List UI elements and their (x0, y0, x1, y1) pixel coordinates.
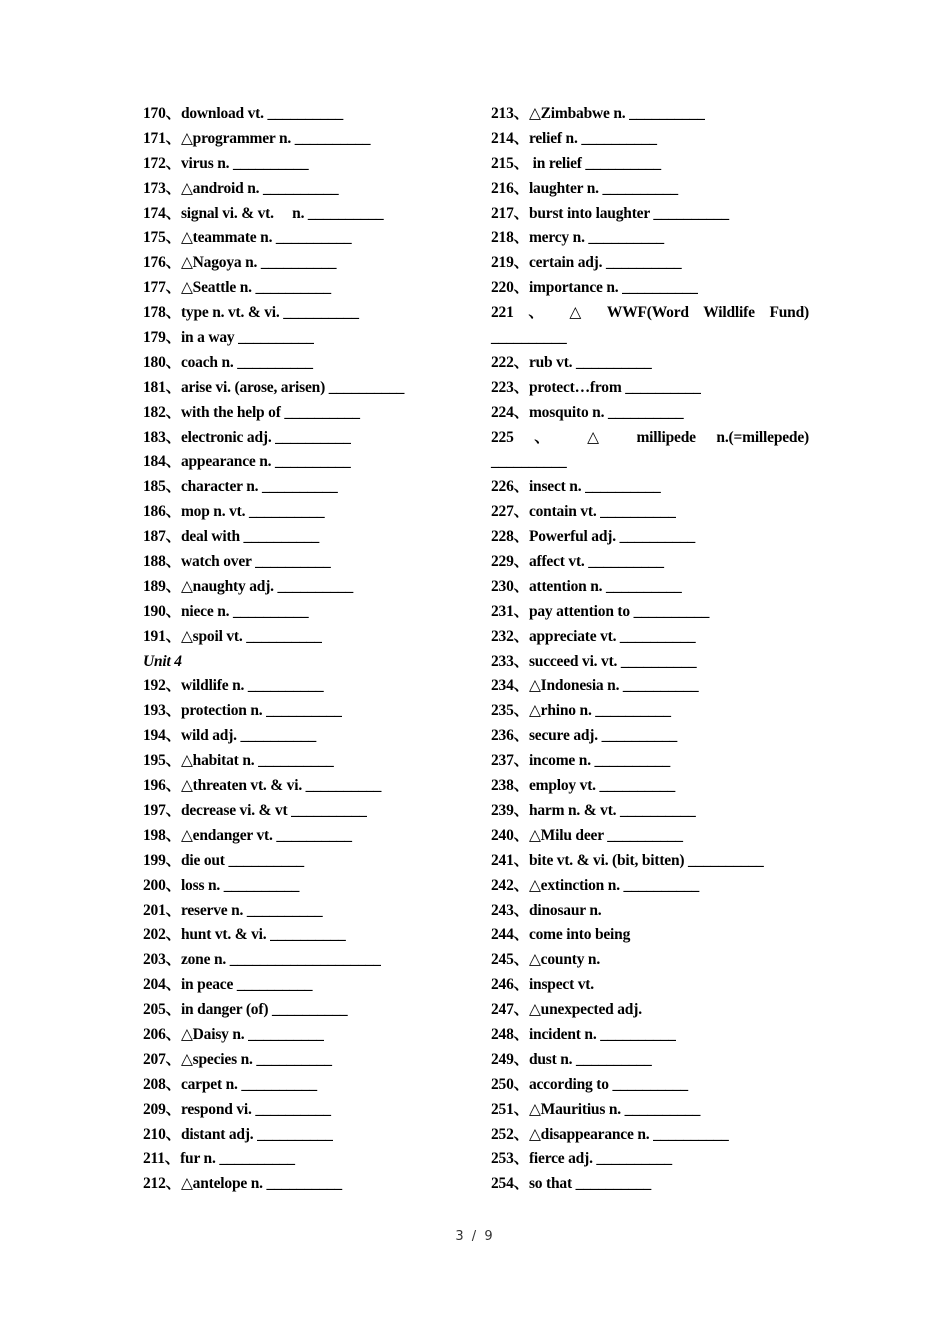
vocab-line-continuation: __________ (491, 329, 567, 347)
vocab-line: 233、succeed vi. vt. __________ (491, 652, 697, 670)
vocab-line: 224、mosquito n. __________ (491, 403, 684, 421)
vocab-line: 193、protection n. __________ (143, 702, 342, 720)
vocab-line: 232、appreciate vt. __________ (491, 627, 696, 645)
vocab-line: 198、△endanger vt. __________ (143, 826, 352, 844)
vocab-line: 174、signal vi. & vt. n. __________ (143, 204, 384, 222)
vocab-line-continuation: __________ (491, 453, 567, 471)
vocab-line: 222、rub vt. __________ (491, 353, 652, 371)
vocab-line: 227、contain vt. __________ (491, 503, 676, 521)
vocab-line: 181、arise vi. (arose, arisen) __________ (143, 378, 405, 396)
vocab-line: 234、△Indonesia n. __________ (491, 677, 699, 695)
vocab-line: 172、virus n. __________ (143, 154, 309, 172)
vocab-line: 190、niece n. __________ (143, 602, 309, 620)
vocab-line: 191、△spoil vt. __________ (143, 627, 322, 645)
vocab-line: 243、dinosaur n. (491, 901, 602, 919)
vocab-line: 206、△Daisy n. __________ (143, 1025, 324, 1043)
vocab-line: 229、affect vt. __________ (491, 553, 664, 571)
vocab-line: 205、in danger (of) __________ (143, 1001, 348, 1019)
vocab-line: 175、△teammate n. __________ (143, 229, 352, 247)
vocab-line: 180、coach n. __________ (143, 353, 313, 371)
vocab-line: 249、dust n. __________ (491, 1050, 652, 1068)
vocab-line: 179、in a way __________ (143, 329, 314, 347)
vocab-line: 178、type n. vt. & vi. __________ (143, 304, 359, 322)
vocab-line: 192、wildlife n. __________ (143, 677, 324, 695)
right-vocabulary-column (491, 102, 809, 1197)
vocab-line: 250、according to __________ (491, 1075, 688, 1093)
vocab-line: 230、attention n. __________ (491, 577, 682, 595)
vocab-line: 183、electronic adj. __________ (143, 428, 351, 446)
vocab-line: 210、distant adj. __________ (143, 1125, 333, 1143)
vocab-line: 238、employ vt. __________ (491, 777, 676, 795)
vocab-line: 213、△Zimbabwe n. __________ (491, 105, 705, 122)
vocab-line: 247、△unexpected adj. (491, 1001, 642, 1019)
vocab-line: 246、inspect vt. (491, 976, 594, 994)
vocab-line: 197、decrease vi. & vt __________ (143, 801, 367, 819)
vocab-line: 221 、 △ WWF(Word Wildlife Fund) (491, 304, 809, 322)
vocab-line: 202、hunt vt. & vi. __________ (143, 926, 346, 944)
vocab-line: 217、burst into laughter __________ (491, 204, 729, 222)
vocab-line: 218、mercy n. __________ (491, 229, 664, 247)
vocab-line: 228、Powerful adj. __________ (491, 528, 696, 546)
vocab-line: 214、relief n. __________ (491, 129, 657, 147)
vocab-line: 170、download vt. __________ (143, 105, 343, 122)
vocab-line: 223、protect…from __________ (491, 378, 701, 396)
vocab-line: 225 、 △ millipede n.(=millepede) (491, 428, 809, 446)
left-vocabulary-column (143, 102, 463, 1197)
vocab-line: 199、die out __________ (143, 851, 304, 869)
vocab-line: 251、△Mauritius n. __________ (491, 1100, 701, 1118)
vocab-line: 177、△Seattle n. __________ (143, 279, 331, 297)
vocab-line: 194、wild adj. __________ (143, 727, 317, 745)
vocab-line: 239、harm n. & vt. __________ (491, 801, 696, 819)
vocab-line: 226、insect n. __________ (491, 478, 661, 496)
vocab-line: 200、loss n. __________ (143, 876, 300, 894)
vocab-line: 189、△naughty adj. __________ (143, 577, 354, 595)
vocab-line: 208、carpet n. __________ (143, 1075, 317, 1093)
vocab-line: 215、 in relief __________ (491, 154, 661, 172)
vocab-line: 188、watch over __________ (143, 553, 331, 571)
vocab-line: 212、△antelope n. __________ (143, 1175, 342, 1193)
vocab-line: 241、bite vt. & vi. (bit, bitten) __________ (491, 851, 764, 869)
vocab-line: 220、importance n. __________ (491, 279, 698, 297)
vocab-line: 196、△threaten vt. & vi. __________ (143, 777, 382, 795)
vocab-line: 201、reserve n. __________ (143, 901, 323, 919)
unit-heading: Unit 4 (143, 652, 182, 670)
vocab-line: 204、in peace __________ (143, 976, 313, 994)
vocab-line: 244、come into being (491, 926, 631, 944)
vocab-line: 237、income n. __________ (491, 752, 671, 770)
vocab-line: 252、△disappearance n. __________ (491, 1125, 729, 1143)
vocab-line: 248、incident n. __________ (491, 1025, 676, 1043)
vocab-line: 184、appearance n. __________ (143, 453, 351, 471)
vocab-line: 254、so that __________ (491, 1175, 652, 1193)
vocab-line: 171、△programmer n. __________ (143, 129, 371, 147)
vocab-line: 203、zone n. ____________________ (143, 951, 381, 969)
vocab-line: 235、△rhino n. __________ (491, 702, 671, 720)
vocab-line: 245、△county n. (491, 951, 601, 969)
vocab-line: 209、respond vi. __________ (143, 1100, 331, 1118)
vocab-line: 182、with the help of __________ (143, 403, 360, 421)
vocab-line: 195、△habitat n. __________ (143, 752, 334, 770)
vocab-line: 176、△Nagoya n. __________ (143, 254, 337, 272)
vocab-line: 216、laughter n. __________ (491, 179, 678, 197)
vocab-line: 236、secure adj. __________ (491, 727, 678, 745)
vocab-line: 186、mop n. vt. __________ (143, 503, 325, 521)
vocab-line: 231、pay attention to __________ (491, 602, 710, 620)
page-number: 3 / 9 (455, 1229, 495, 1244)
vocab-line: 187、deal with __________ (143, 528, 320, 546)
vocab-line: 173、△android n. __________ (143, 179, 339, 197)
vocab-line: 242、△extinction n. __________ (491, 876, 700, 894)
vocab-line: 240、△Milu deer __________ (491, 826, 683, 844)
vocab-line: 185、character n. __________ (143, 478, 338, 496)
vocab-line: 219、certain adj. __________ (491, 254, 682, 272)
vocab-line: 211、fur n. __________ (143, 1150, 295, 1168)
vocab-line: 207、△species n. __________ (143, 1050, 332, 1068)
vocab-line: 253、fierce adj. __________ (491, 1150, 672, 1168)
